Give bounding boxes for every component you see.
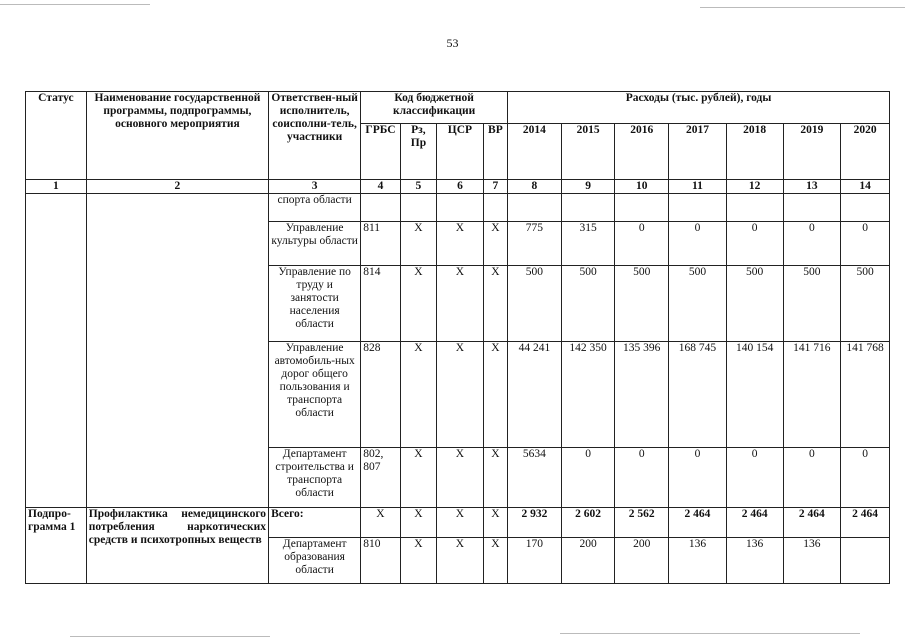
value-cell: 141 768	[841, 342, 890, 448]
column-number: 7	[483, 180, 507, 194]
value-cell: 500	[561, 266, 615, 342]
executor-cell: Управление культуры области	[269, 222, 361, 266]
column-number: 4	[361, 180, 400, 194]
code-cell: Х	[483, 222, 507, 266]
column-number: 2	[86, 180, 268, 194]
code-cell: Х	[437, 448, 484, 508]
code-cell: Х	[400, 538, 436, 584]
total-value-cell: 2 464	[669, 508, 727, 538]
code-cell	[361, 194, 400, 222]
header-program-name: Наименование государственной программы, подпрограммы, основного мероприятия	[86, 92, 268, 180]
code-cell: Х	[437, 342, 484, 448]
value-cell: 141 716	[783, 342, 841, 448]
value-cell	[508, 194, 562, 222]
code-cell: 810	[361, 538, 400, 584]
column-number: 11	[669, 180, 727, 194]
code-cell: Х	[361, 508, 400, 538]
value-cell: 5634	[508, 448, 562, 508]
column-number: 13	[783, 180, 841, 194]
value-cell: 0	[615, 222, 669, 266]
header-expenses: Расходы (тыс. рублей), годы	[508, 92, 890, 124]
code-cell	[400, 194, 436, 222]
column-number: 9	[561, 180, 615, 194]
value-cell: 775	[508, 222, 562, 266]
status-cell	[26, 194, 87, 508]
scan-edge-top-right	[700, 7, 905, 8]
total-value-cell: 2 932	[508, 508, 562, 538]
header-code-rzpr: Рз, Пр	[400, 124, 436, 180]
executor-cell: Департамент строительства и транспорта области	[269, 448, 361, 508]
value-cell	[841, 538, 890, 584]
subprogram-status: Подпро-грамма 1	[26, 508, 87, 584]
value-cell: 0	[561, 448, 615, 508]
column-number: 6	[437, 180, 484, 194]
executor-cell: Управление автомобиль-ных дорог общего пользования и транспорта области	[269, 342, 361, 448]
column-number: 10	[615, 180, 669, 194]
value-cell: 0	[669, 448, 727, 508]
code-cell	[437, 194, 484, 222]
value-cell	[561, 194, 615, 222]
value-cell: 0	[783, 448, 841, 508]
budget-table	[25, 91, 890, 584]
total-value-cell: 2 464	[841, 508, 890, 538]
subprogram-name: Профилактика немедицинского потребления наркотических средств и психотропных веществ	[86, 508, 268, 584]
code-cell: Х	[400, 508, 436, 538]
header-executor: Ответствен-ный исполнитель, соисполни-тель, участники	[269, 92, 361, 180]
program-name-cell	[86, 194, 268, 508]
value-cell: 500	[841, 266, 890, 342]
value-cell: 0	[726, 448, 783, 508]
column-number: 5	[400, 180, 436, 194]
total-value-cell: 2 602	[561, 508, 615, 538]
scan-edge-bottom-left	[70, 636, 270, 637]
value-cell: 136	[726, 538, 783, 584]
total-value-cell: 2 562	[615, 508, 669, 538]
code-cell: 828	[361, 342, 400, 448]
page-number: 53	[446, 36, 459, 50]
header-year: 2018	[726, 124, 783, 180]
code-cell: Х	[483, 266, 507, 342]
column-number: 1	[26, 180, 87, 194]
value-cell: 0	[841, 448, 890, 508]
value-cell: 140 154	[726, 342, 783, 448]
subprogram-total-row	[26, 508, 890, 538]
code-cell: Х	[483, 538, 507, 584]
header-year: 2015	[561, 124, 615, 180]
column-number: 3	[269, 180, 361, 194]
value-cell: 500	[615, 266, 669, 342]
value-cell: 0	[783, 222, 841, 266]
value-cell	[615, 194, 669, 222]
code-cell: Х	[437, 222, 484, 266]
code-cell: Х	[400, 222, 436, 266]
header-code-vr: ВР	[483, 124, 507, 180]
value-cell: 315	[561, 222, 615, 266]
code-cell: 811	[361, 222, 400, 266]
value-cell: 135 396	[615, 342, 669, 448]
executor-cell: Управление по труду и занятости населения области	[269, 266, 361, 342]
total-label: Всего:	[269, 508, 361, 538]
value-cell: 0	[615, 448, 669, 508]
scan-edge-bottom-right	[560, 633, 860, 634]
executor-cell: спорта области	[269, 194, 361, 222]
value-cell: 168 745	[669, 342, 727, 448]
header-code-csr: ЦСР	[437, 124, 484, 180]
header-code-grbs: ГРБС	[361, 124, 400, 180]
column-number-row	[26, 180, 890, 194]
value-cell: 0	[669, 222, 727, 266]
column-number: 8	[508, 180, 562, 194]
code-cell	[483, 194, 507, 222]
table-row	[26, 194, 890, 222]
value-cell	[841, 194, 890, 222]
value-cell: 142 350	[561, 342, 615, 448]
header-year: 2017	[669, 124, 727, 180]
value-cell	[726, 194, 783, 222]
value-cell: 170	[508, 538, 562, 584]
value-cell: 136	[669, 538, 727, 584]
value-cell: 0	[726, 222, 783, 266]
executor-cell: Департамент образования области	[269, 538, 361, 584]
value-cell: 200	[561, 538, 615, 584]
column-number: 12	[726, 180, 783, 194]
code-cell: Х	[483, 508, 507, 538]
code-cell: Х	[400, 266, 436, 342]
value-cell: 136	[783, 538, 841, 584]
value-cell: 500	[508, 266, 562, 342]
header-row	[26, 92, 890, 124]
value-cell: 44 241	[508, 342, 562, 448]
code-cell: Х	[437, 538, 484, 584]
value-cell	[669, 194, 727, 222]
code-cell: Х	[483, 448, 507, 508]
scan-edge-top-left	[0, 4, 150, 5]
code-cell: Х	[437, 508, 484, 538]
total-value-cell: 2 464	[726, 508, 783, 538]
code-cell: Х	[400, 342, 436, 448]
code-cell: Х	[437, 266, 484, 342]
code-cell: 814	[361, 266, 400, 342]
code-cell: Х	[483, 342, 507, 448]
header-year: 2016	[615, 124, 669, 180]
header-status: Статус	[26, 92, 87, 180]
value-cell: 200	[615, 538, 669, 584]
value-cell: 0	[841, 222, 890, 266]
header-year: 2020	[841, 124, 890, 180]
header-year: 2014	[508, 124, 562, 180]
value-cell: 500	[726, 266, 783, 342]
value-cell: 500	[669, 266, 727, 342]
header-budget-code: Код бюджетной классификации	[361, 92, 508, 124]
value-cell	[783, 194, 841, 222]
header-year: 2019	[783, 124, 841, 180]
code-cell: Х	[400, 448, 436, 508]
value-cell: 500	[783, 266, 841, 342]
code-cell: 802, 807	[361, 448, 400, 508]
column-number: 14	[841, 180, 890, 194]
total-value-cell: 2 464	[783, 508, 841, 538]
